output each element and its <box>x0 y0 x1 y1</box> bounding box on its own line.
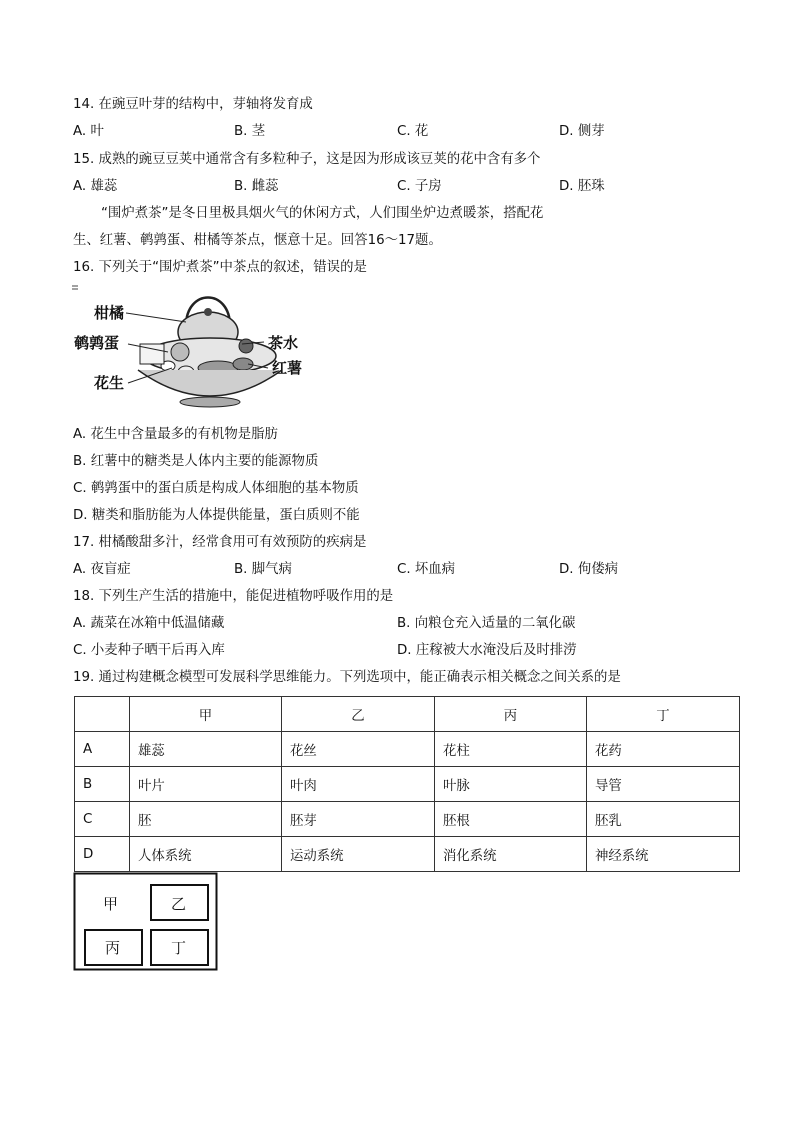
concept-label-bing: 丙 <box>105 939 121 957</box>
q14-option-b[interactable]: B. 茎 <box>234 124 266 139</box>
table-cell: 运动系统 <box>282 837 435 872</box>
table-cell: 胚芽 <box>282 802 435 837</box>
table-cell: 叶片 <box>130 767 282 802</box>
table-row[interactable] <box>75 767 740 802</box>
concept-label-jia: 甲 <box>103 895 119 913</box>
table-row[interactable] <box>75 802 740 837</box>
q15-option-d[interactable]: D. 胚珠 <box>559 179 605 194</box>
q16-option-d[interactable]: D. 糖类和脂肪能为人体提供能量，蛋白质则不能 <box>73 508 360 523</box>
figure-label-orange: 柑橘 <box>94 304 125 322</box>
concept-label-yi: 乙 <box>171 895 187 913</box>
q18-option-b[interactable]: B. 向粮仓充入适量的二氧化碳 <box>397 616 576 631</box>
concept-table <box>74 696 740 872</box>
table-row[interactable] <box>75 837 740 872</box>
table-cell: 神经系统 <box>587 837 740 872</box>
table-header-cell: 丙 <box>435 697 587 732</box>
table-header-row <box>75 697 740 732</box>
figure-label-quail-egg: 鹌鹑蛋 <box>74 334 120 352</box>
passage-line-1: “围炉煮茶”是冬日里极具烟火气的休闲方式，人们围坐炉边煮暖茶，搭配花 <box>101 206 544 221</box>
q14-stem: 14. 在豌豆叶芽的结构中，芽轴将发育成 <box>73 97 313 112</box>
q17-stem: 17. 柑橘酸甜多汁，经常食用可有效预防的疾病是 <box>73 535 367 550</box>
q15-option-b[interactable]: B. 雌蕊 <box>234 179 279 194</box>
table-cell: 胚乳 <box>587 802 740 837</box>
q17-option-a[interactable]: A. 夜盲症 <box>73 562 131 577</box>
table-cell: 胚根 <box>435 802 587 837</box>
q16-option-b[interactable]: B. 红薯中的糖类是人体内主要的能源物质 <box>73 454 319 469</box>
q16-stem: 16. 下列关于“围炉煮茶”中茶点的叙述，错误的是 <box>73 260 367 275</box>
concept-model-diagram <box>73 872 219 972</box>
table-cell: D <box>75 837 130 872</box>
q16-option-c[interactable]: C. 鹌鹑蛋中的蛋白质是构成人体细胞的基本物质 <box>73 481 359 496</box>
table-cell: 花丝 <box>282 732 435 767</box>
q17-option-d[interactable]: D. 佝偻病 <box>559 562 618 577</box>
q15-option-c[interactable]: C. 子房 <box>397 179 442 194</box>
table-cell: 叶肉 <box>282 767 435 802</box>
table-cell: 人体系统 <box>130 837 282 872</box>
q15-stem: 15. 成熟的豌豆豆荚中通常含有多粒种子，这是因为形成该豆荚的花中含有多个 <box>73 152 541 167</box>
table-header-cell <box>75 697 130 732</box>
table-cell: 花柱 <box>435 732 587 767</box>
table-cell: 雄蕊 <box>130 732 282 767</box>
table-cell: 胚 <box>130 802 282 837</box>
table-header-cell: 丁 <box>587 697 740 732</box>
q14-option-c[interactable]: C. 花 <box>397 124 429 139</box>
table-cell: 花药 <box>587 732 740 767</box>
q16-option-a[interactable]: A. 花生中含量最多的有机物是脂肪 <box>73 427 278 442</box>
table-header-cell: 乙 <box>282 697 435 732</box>
q19-stem: 19. 通过构建概念模型可发展科学思维能力。下列选项中，能正确表示相关概念之间关系的是 <box>73 670 621 685</box>
q18-option-d[interactable]: D. 庄稼被大水淹没后及时排涝 <box>397 643 577 658</box>
q15-option-a[interactable]: A. 雄蕊 <box>73 179 118 194</box>
q17-option-c[interactable]: C. 坏血病 <box>397 562 456 577</box>
q18-option-a[interactable]: A. 蔬菜在冰箱中低温储藏 <box>73 616 225 631</box>
concept-label-ding: 丁 <box>171 939 187 957</box>
table-header-cell: 甲 <box>130 697 282 732</box>
table-row[interactable] <box>75 732 740 767</box>
table-cell: C <box>75 802 130 837</box>
figure-label-peanut: 花生 <box>94 374 125 392</box>
tea-snacks-figure <box>68 282 318 422</box>
q18-option-c[interactable]: C. 小麦种子晒干后再入库 <box>73 643 225 658</box>
table-cell: 叶脉 <box>435 767 587 802</box>
figure-label-sweet-potato: 红薯 <box>272 359 303 377</box>
q18-stem: 18. 下列生产生活的措施中，能促进植物呼吸作用的是 <box>73 589 394 604</box>
table-cell: 消化系统 <box>435 837 587 872</box>
figure-label-tea: 茶水 <box>268 334 299 352</box>
q17-option-b[interactable]: B. 脚气病 <box>234 562 292 577</box>
passage-line-2: 生、红薯、鹌鹑蛋、柑橘等茶点，惬意十足。回答16～17题。 <box>73 233 442 248</box>
q14-option-d[interactable]: D. 侧芽 <box>559 124 605 139</box>
q14-option-a[interactable]: A. 叶 <box>73 124 104 139</box>
table-cell: 导管 <box>587 767 740 802</box>
table-cell: A <box>75 732 130 767</box>
table-cell: B <box>75 767 130 802</box>
